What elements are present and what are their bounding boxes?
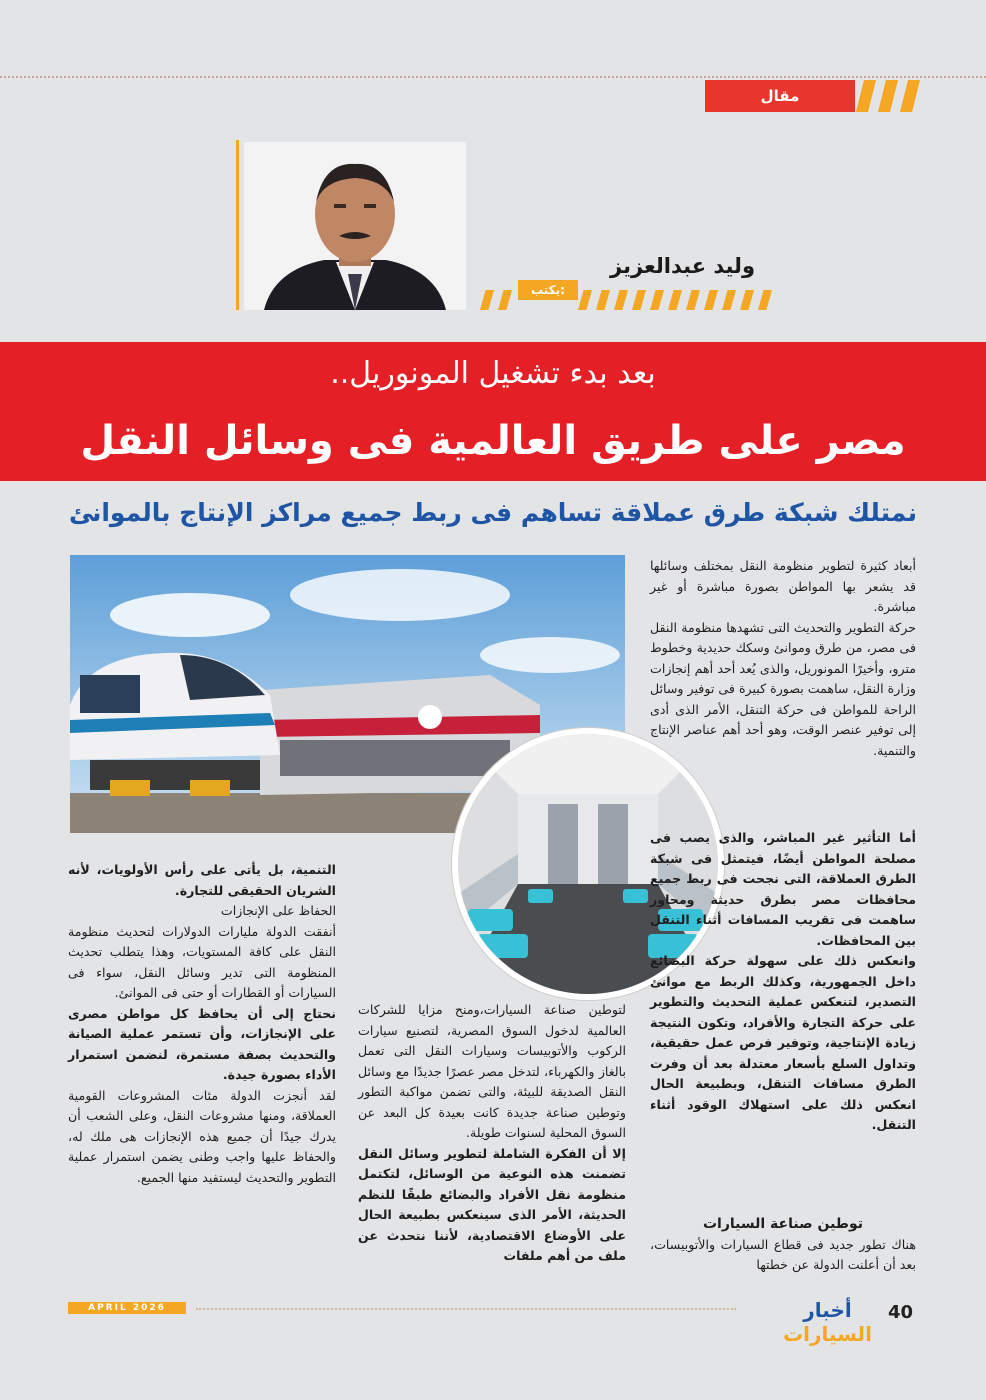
top-dotted-rule [0, 76, 986, 78]
section-heading: توطين صناعة السيارات [702, 1216, 864, 1232]
article-column-right-end [650, 1214, 916, 1276]
paragraph: أنفقت الدولة مليارات الدولارات لتحديث منظومة النقل على كافة المستويات، وهذا يتطلب تحديث المنظومة التى تدير وسائل النقل، سواء فى السيارات أو القطارات أو حتى فى الموانئ. [68, 923, 336, 1000]
section-tag: مقال [705, 80, 855, 112]
article-column-right [650, 556, 916, 761]
paragraph: وانعكس ذلك على سهولة حركة البضائع داخل الجمهورية، وكذلك الربط مع موانئ التصدير، لتنعكس عملية التحديث والتطوير على حركة التجارة والأفراد، وتكون النتيجة زيادة الإنتاجية، وتوفير فرص عمل حقيقية، وتداول السلع بأسعار معتدلة بعد أن وفرت الطرق مسافات التنقل، وبطبيعة الحال انعكس ذلك على استهلاك الوقود أثناء التنقل. [650, 953, 916, 1132]
article-column-middle [358, 1000, 626, 1267]
logo-word-2: السيارات [783, 1322, 872, 1346]
subheadline: نمتلك شبكة طرق عملاقة تساهم فى ربط جميع مراكز الإنتاج بالموانئ [69, 498, 917, 527]
section-heading: الحفاظ على الإنجازات [220, 903, 336, 918]
byline-stripes [578, 290, 778, 310]
headline: مصر على طريق العالمية فى وسائل النقل [80, 418, 906, 464]
page-number: 40 [888, 1302, 914, 1323]
paragraph: التنمية، بل يأتى على رأس الأولويات، لأنه الشريان الحقيقى للتجارة. [68, 862, 336, 898]
paragraph: لتوطين صناعة السيارات،ومنح مزايا للشركات العالمية لدخول السوق المصرية، لتصنيع سيارات الركوب والأتوبيسات وسيارات النقل التى تعمل بالغاز والكهرباء، لتدخل مصر عصرًا جديدًا مع وسائل النقل الصديقة للبيئة، والتى تضمن مواكبة التطور وتوطين صناعة جديدة كانت بعيدة كل البعد عن السوق المحلية لسنوات طويلة. [358, 1002, 626, 1140]
magazine-logo [770, 1298, 885, 1346]
logo-word-1: أخبار [803, 1298, 852, 1322]
byline-label: يكتب: [518, 280, 578, 300]
photo-accent-line [236, 140, 239, 310]
paragraph: أما التأثير غير المباشر، والذى يصب فى مصلحة المواطن أيضًا، فيتمثل فى شبكة الطرق العملاقة، التى نجحت فى ربط جميع محافظات مصر بطرق حديثة ومحاور ساهمت فى تقريب المسافات أثناء التنقل بين المحافظات. [650, 830, 916, 948]
kicker: بعد بدء تشغيل المونوريل.. [330, 356, 656, 391]
paragraph: نحتاج إلى أن يحافظ كل مواطن مصرى على الإنجازات، وأن تستمر عملية الصيانة والتحديث بصفة مستمرة، لنضمن استمرار الأداء بصورة جيدة. [68, 1005, 336, 1082]
chevron-decoration [900, 80, 920, 112]
chevron-decoration [856, 80, 876, 112]
article-column-left [68, 860, 336, 1188]
chevron-decoration [878, 80, 898, 112]
issue-date: APRIL 2026 [68, 1302, 186, 1314]
author-name: وليد عبدالعزيز [610, 254, 755, 278]
paragraph: لقد أنجزت الدولة مئات المشروعات القومية العملاقة، ومنها مشروعات النقل، وعلى الشعب أن يدرك جيدًا أن جميع هذه الإنجازات هى ملك له، والحفاظ عليها واجب وطنى يضمن استمرار عملية التطوير والتحديث ليستفيد منها الجميع. [68, 1087, 336, 1185]
article-column-right-bold [650, 828, 916, 1136]
paragraph: حركة التطوير والتحديث التى تشهدها منظومة النقل فى مصر، من طرق وموانئ وسكك حديدية وخطوط مترو، وأخيرًا المونوريل، والذى يُعد أحد أهم إنجازات وزارة النقل، ساهمت بصورة كبيرة فى توفير وسائل الراحة للمواطن فى حركة التنقل، الأمر الذى أدى إلى توفير عنصر الوقت، وهو أحد أهم عناصر الإنتاج والتنمية. [650, 619, 916, 758]
paragraph: هناك تطور جديد فى قطاع السيارات والأتوبيسات، بعد أن أعلنت الدولة عن خطتها [650, 1236, 916, 1272]
footer-dotted-rule [196, 1308, 736, 1310]
paragraph: أبعاد كثيرة لتطوير منظومة النقل بمختلف وسائلها قد يشعر بها المواطن بصورة مباشرة أو غير مباشرة. [650, 558, 916, 614]
author-photo [244, 142, 466, 310]
paragraph: إلا أن الفكرة الشاملة لتطوير وسائل النقل تضمنت هذه النوعية من الوسائل، لتكتمل منظومة نقل الأفراد والبضائع طبقًا للنظم الحديثة، الأمر الذى سينعكس بطبيعة الحال على الأوضاع الاقتصادية، لأننا نتحدث عن ملف من أهم ملفات [358, 1145, 626, 1263]
byline-stripes [480, 290, 520, 310]
